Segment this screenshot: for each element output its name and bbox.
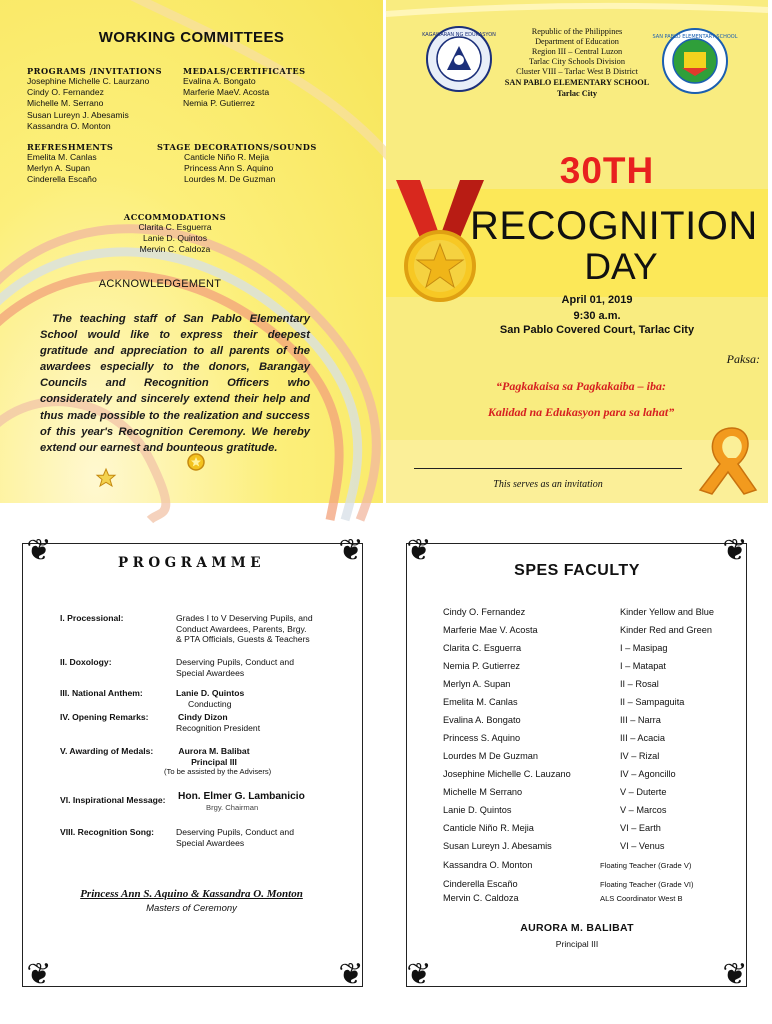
programs-list xyxy=(27,76,149,132)
faculty-name: Lanie D. Quintos xyxy=(443,805,512,815)
faculty-name: Emelita M. Canlas xyxy=(443,697,518,707)
refreshments-heading: REFRESHMENTS xyxy=(27,142,114,152)
theme-line-1: “Pagkakaisa sa Pagkakaiba – iba: xyxy=(496,379,666,393)
detail-line: Special Awardees xyxy=(176,667,245,678)
committee-member: Lanie D. Quintos xyxy=(142,233,207,244)
header-line: Cluster VIII – Tarlac West B District xyxy=(516,67,638,76)
invitation-note: This serves as an invitation xyxy=(493,479,603,490)
medals-heading: MEDALS/CERTIFICATES xyxy=(183,66,306,76)
detail-line: Brgy. Chairman xyxy=(206,802,259,812)
detail-line: Special Awardees xyxy=(176,837,245,848)
faculty-assignment: Floating Teacher (Grade V) xyxy=(600,861,692,870)
programme-person: Lanie D. Quintos xyxy=(176,688,245,698)
programme-person-title: Principal III xyxy=(191,756,237,767)
committees-title: WORKING COMMITTEES xyxy=(98,29,285,46)
faculty-assignment: Kinder Red and Green xyxy=(620,625,712,635)
programme-item-detail xyxy=(176,688,244,709)
acknowledgement-body: The teaching staff of San Pablo Elementary School would like to express their deepest gratitude and appreciation to all parents of the awardees especially to the donors, Barangay Councils and Recognition Officers who considerately and sincerely extend their help and thus made possible to the realization and success of this year's Recognition Ceremony. We hereby extend our earnest and bounteous gratitude. xyxy=(40,313,310,454)
flourish-icon: ❦ xyxy=(26,534,52,567)
stage-list xyxy=(184,152,275,186)
committee-member: Cindy O. Fernandez xyxy=(27,87,104,98)
faculty-name: Princess S. Aquino xyxy=(443,733,521,743)
faculty-title: SPES FACULTY xyxy=(514,562,640,579)
faculty-name: Marferie Mae V. Acosta xyxy=(443,625,538,635)
committee-member: Princess Ann S. Aquino xyxy=(184,163,274,174)
programme-item-label: V. Awarding of Medals: xyxy=(60,746,154,756)
faculty-assignment: ALS Coordinator West B xyxy=(600,894,683,903)
faculty-name: Clarita C. Esguerra xyxy=(443,643,522,653)
faculty-assignment: Kinder Yellow and Blue xyxy=(620,607,714,617)
faculty-name: Kassandra O. Monton xyxy=(443,860,533,870)
programme-item-label: III. National Anthem: xyxy=(60,688,143,698)
header-line: Department of Education xyxy=(535,37,619,46)
committee-member: Susan Lureyn J. Abesamis xyxy=(27,109,129,120)
committee-member: Canticle Niño R. Mejia xyxy=(184,152,270,162)
faculty-name: Susan Lureyn J. Abesamis xyxy=(443,841,552,851)
faculty-assignment: VI – Earth xyxy=(620,823,661,833)
flourish-icon: ❦ xyxy=(338,534,364,567)
title-recognition: RECOGNITION xyxy=(470,204,758,248)
faculty-assignment: V – Marcos xyxy=(620,805,667,815)
faculty-name: Nemia P. Gutierrez xyxy=(443,661,520,671)
programme-person: Aurora M. Balibat xyxy=(178,746,250,756)
stage-heading: STAGE DECORATIONS/SOUNDS xyxy=(157,142,317,152)
flourish-icon: ❦ xyxy=(406,958,432,991)
programme-item-label: IV. Opening Remarks: xyxy=(60,712,149,722)
committee-member: Josephine Michelle C. Laurzano xyxy=(27,76,150,86)
committee-member: Nemia P. Gutierrez xyxy=(183,98,255,109)
detail-line: Grades I to V Deserving Pupils, and xyxy=(176,613,313,623)
header-line: Tarlac City Schools Division xyxy=(529,57,625,66)
programme-item-detail xyxy=(176,657,294,678)
faculty-name: Cinderella Escaño xyxy=(443,879,518,889)
committee-member: Lourdes M. De Guzman xyxy=(184,174,276,185)
accommodations-list xyxy=(0,222,350,256)
faculty-assignment: IV – Agoncillo xyxy=(620,769,676,779)
programs-heading: PROGRAMS /INVITATIONS xyxy=(27,66,163,76)
medals-list xyxy=(183,76,269,110)
faculty-name: Michelle M Serrano xyxy=(443,787,523,797)
committee-member: Merlyn A. Supan xyxy=(27,163,91,174)
masters-of-ceremony-names: Princess Ann S. Aquino & Kassandra O. Monton xyxy=(80,888,303,900)
principal-role: Principal III xyxy=(555,939,599,949)
seal-left-text: KAGAWARAN NG EDUKASYON xyxy=(422,32,496,38)
flourish-icon: ❦ xyxy=(338,958,364,991)
header-school-name: SAN PABLO ELEMENTARY SCHOOL xyxy=(504,78,650,87)
faculty-name: Cindy O. Fernandez xyxy=(443,607,526,617)
programme-item-label: VI. Inspirational Message: xyxy=(60,795,166,805)
faculty-name: Canticle Niño R. Mejia xyxy=(443,823,534,833)
masters-of-ceremony-role: Masters of Ceremony xyxy=(146,903,237,914)
accommodations-heading: ACCOMMODATIONS xyxy=(123,212,227,222)
detail-line: Deserving Pupils, Conduct and xyxy=(176,657,294,667)
detail-line: & PTA Officials, Guests & Teachers xyxy=(176,634,310,644)
faculty-assignment: II – Sampaguita xyxy=(620,697,685,707)
programme-title: PROGRAMME xyxy=(117,555,266,571)
header-line: Republic of the Philippines xyxy=(531,27,623,36)
event-venue: San Pablo Covered Court, Tarlac City xyxy=(499,324,695,336)
acknowledgement-title: ACKNOWLEDGEMENT xyxy=(98,278,222,290)
small-medal-icon xyxy=(188,454,204,470)
faculty-assignment: IV – Rizal xyxy=(620,751,660,761)
title-day: DAY xyxy=(584,246,658,287)
programme-item-label: II. Doxology: xyxy=(60,657,112,667)
faculty-assignment: I – Masipag xyxy=(620,643,668,653)
committee-member: Cinderella Escaño xyxy=(27,174,97,185)
title-anniversary: 30TH xyxy=(559,150,655,191)
theme-line-2: Kalidad na Edukasyon para sa lahat” xyxy=(487,405,675,419)
programme-item-detail xyxy=(176,827,294,848)
programme-person: Cindy Dizon xyxy=(178,712,228,722)
faculty-name: Merlyn A. Supan xyxy=(443,679,511,689)
programme-item-detail xyxy=(164,746,272,778)
signature-line xyxy=(414,468,682,469)
committee-member: Michelle M. Serrano xyxy=(27,98,104,109)
seal-right-text: SAN PABLO ELEMENTARY SCHOOL xyxy=(652,34,738,40)
faculty-assignment: II – Rosal xyxy=(620,679,659,689)
detail-line: Deserving Pupils, Conduct and xyxy=(176,827,294,837)
programme-item-label: I. Processional: xyxy=(60,613,124,623)
programme-item-detail xyxy=(178,792,305,813)
flourish-icon: ❦ xyxy=(722,534,748,567)
faculty-assignment: VI – Venus xyxy=(620,841,665,851)
detail-line: Recognition President xyxy=(176,722,261,733)
header-city: Tarlac City xyxy=(556,89,598,98)
ribbon-icon xyxy=(692,420,772,500)
committee-member: Marferie MaeV. Acosta xyxy=(183,87,270,98)
committee-member: Clarita C. Esguerra xyxy=(138,222,212,232)
faculty-assignment: III – Acacia xyxy=(620,733,665,743)
small-star-icon xyxy=(97,469,115,486)
faculty-assignment: III – Narra xyxy=(620,715,661,725)
faculty-name: Lourdes M De Guzman xyxy=(443,751,538,761)
detail-line: Conduct Awardees, Parents, Brgy. xyxy=(176,623,307,634)
faculty-assignment: V – Duterte xyxy=(620,787,667,797)
faculty-name: Evalina A. Bongato xyxy=(443,715,521,725)
principal-name: AURORA M. BALIBAT xyxy=(520,922,634,934)
committees-panel xyxy=(0,0,383,503)
detail-line: Conducting xyxy=(188,698,232,709)
programme-item-detail xyxy=(176,712,260,733)
faculty-assignment: Floating Teacher (Grade VI) xyxy=(600,880,694,889)
committee-member: Kassandra O. Monton xyxy=(27,120,111,131)
cover-panel xyxy=(386,0,768,503)
refreshments-list xyxy=(27,152,97,186)
flourish-icon: ❦ xyxy=(406,534,432,567)
faculty-name: Mervin C. Caldoza xyxy=(443,893,519,903)
event-date: April 01, 2019 xyxy=(561,294,633,306)
programme-person: Hon. Elmer G. Lambanicio xyxy=(178,791,305,802)
flourish-icon: ❦ xyxy=(26,958,52,991)
committee-member: Mervin C. Caldoza xyxy=(139,244,211,255)
paksa-label: Paksa: xyxy=(726,352,760,366)
event-time: 9:30 a.m. xyxy=(573,310,621,322)
header-line: Region III – Central Luzon xyxy=(531,47,623,56)
flourish-icon: ❦ xyxy=(722,958,748,991)
programme-item-detail xyxy=(176,613,313,645)
detail-line: (To be assisted by the Advisers) xyxy=(164,767,272,776)
faculty-assignment: I – Matapat xyxy=(620,661,666,671)
faculty-name: Josephine Michelle C. Lauzano xyxy=(443,769,571,779)
committee-member: Evalina A. Bongato xyxy=(183,76,256,86)
committee-member: Emelita M. Canlas xyxy=(27,152,97,162)
programme-item-label: VIII. Recognition Song: xyxy=(60,827,155,837)
